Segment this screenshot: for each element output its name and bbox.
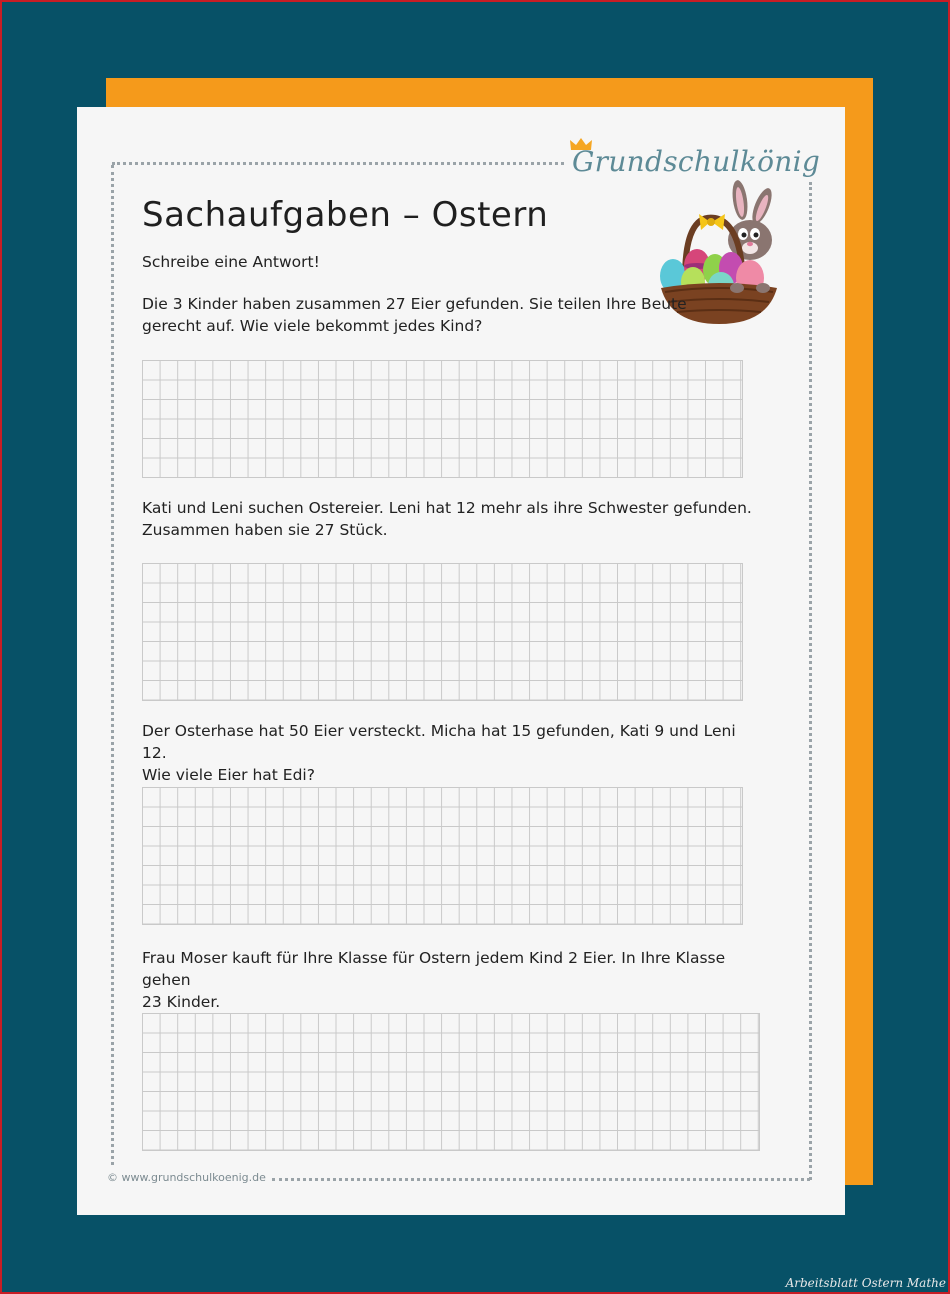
dotted-border-left	[111, 165, 114, 1165]
task-3-text: Der Osterhase hat 50 Eier versteckt. Micha hat 15 gefunden, Kati 9 und Leni 12. Wie viele Eier hat Edi?	[142, 722, 736, 784]
task-2-text: Kati und Leni suchen Ostereier. Leni hat 12 mehr als ihre Schwester gefunden. Zusammen haben sie 27 Stück.	[142, 499, 752, 539]
dotted-border-top	[112, 162, 564, 165]
answer-grid-1[interactable]	[142, 360, 743, 478]
page-title: Sachaufgaben – Ostern	[142, 195, 549, 235]
answer-grid-4[interactable]	[142, 1013, 760, 1151]
task-1-text: Die 3 Kinder haben zusammen 27 Eier gefunden. Sie teilen Ihre Beute gerecht auf. Wie viele bekommt jedes Kind?	[142, 295, 687, 335]
answer-grid-2[interactable]	[142, 563, 743, 701]
footer-url: © www.grundschulkoenig.de	[107, 1171, 266, 1184]
dotted-border-right	[809, 182, 812, 1180]
instruction-text: Schreibe eine Antwort!	[142, 253, 320, 271]
task-4-text: Frau Moser kauft für Ihre Klasse für Ostern jedem Kind 2 Eier. In Ihre Klasse gehen 23 Kinder.	[142, 949, 726, 1011]
watermark-text: Arbeitsblatt Ostern Mathe	[785, 1276, 946, 1290]
answer-grid-3[interactable]	[142, 787, 743, 925]
brand-logo: Grundschulkönig	[572, 145, 821, 178]
dotted-border-bottom	[272, 1178, 810, 1181]
